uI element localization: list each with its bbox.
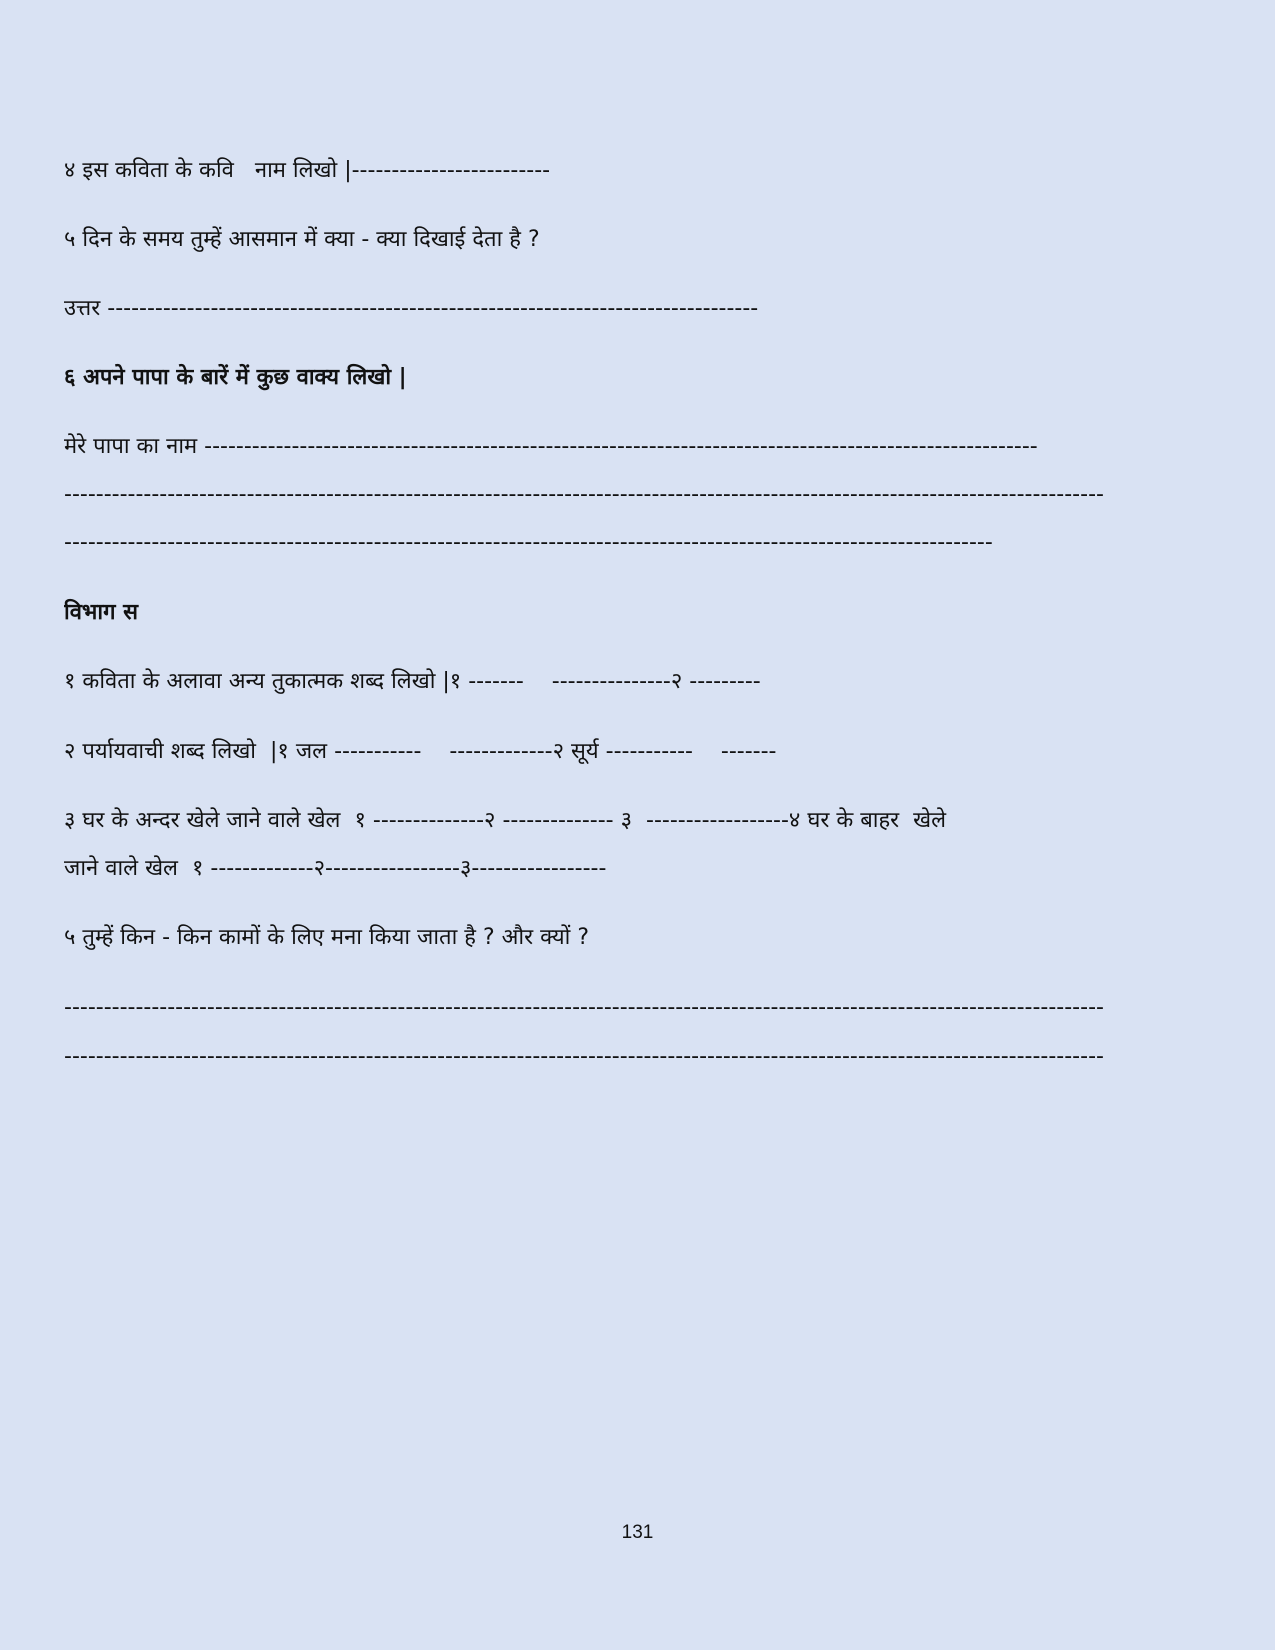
question-rhyming-words: १ कविता के अलावा अन्य तुकात्मक शब्द लिखो |१ ------- ---------------२ --------- <box>64 669 761 694</box>
blank-answer-line: ----------------------------------------------------------------------------------------------------------------------------------- <box>64 1044 1104 1069</box>
question-synonyms: २ पर्यायवाची शब्द लिखो |१ जल ----------- -------------२ सूर्य ----------- ------- <box>64 739 777 764</box>
blank-answer-line: ----------------------------------------------------------------------------------------------------------------------------------- <box>64 482 1104 507</box>
question-about-father: ६ अपने पापा के बारें में कुछ वाक्य लिखो | <box>64 365 407 390</box>
question-games-continued: जाने वाले खेल १ -------------२-----------------३----------------- <box>64 856 607 881</box>
question-forbidden-tasks: ५ तुम्हें किन - किन कामों के लिए मना किया जाता है ? और क्यों ? <box>64 925 590 950</box>
father-name-line: मेरे पापा का नाम --------------------------------------------------------------------------------------------------------- <box>64 434 1038 459</box>
question-poet-name: ४ इस कविता के कवि नाम लिखो |------------------------- <box>64 158 551 183</box>
blank-answer-line: ----------------------------------------------------------------------------------------------------------------------------------- <box>64 995 1104 1020</box>
blank-answer-line: --------------------------------------------------------------------------------------------------------------------- <box>64 530 993 555</box>
page-number: 131 <box>621 1522 654 1543</box>
section-heading: विभाग स <box>64 600 139 625</box>
question-games: ३ घर के अन्दर खेले जाने वाले खेल १ --------------२ -------------- ३ ------------------४ घर के बाहर खेले <box>64 808 947 833</box>
answer-line: उत्तर ---------------------------------------------------------------------------------- <box>64 296 759 321</box>
question-sky-daytime: ५ दिन के समय तुम्हें आसमान में क्या - क्या दिखाई देता है ? <box>64 227 540 252</box>
